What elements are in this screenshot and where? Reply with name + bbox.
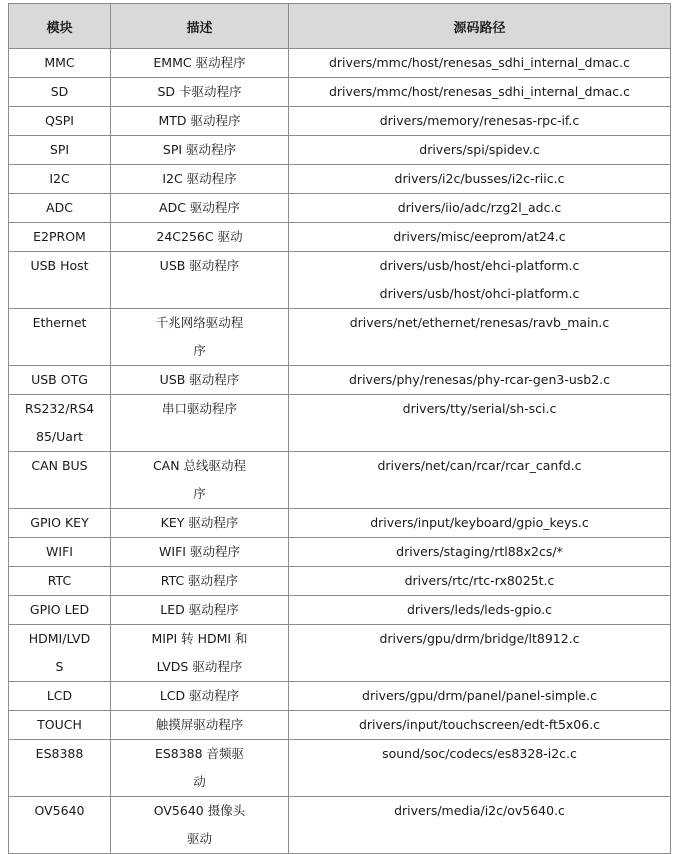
cell-desc-text: 24C256C 驱动: [156, 229, 243, 244]
cell-desc-text: I2C 驱动程序: [162, 171, 237, 186]
cell-desc: [111, 136, 289, 165]
cell-module-text: WIFI: [46, 544, 73, 559]
cell-path-text: drivers/gpu/drm/bridge/lt8912.c: [379, 631, 580, 646]
cell-module: [9, 740, 111, 797]
cell-path: [289, 78, 671, 107]
cell-module-text: S: [55, 659, 64, 674]
cell-module: [9, 366, 111, 395]
cell-desc-text: KEY 驱动程序: [160, 515, 239, 530]
cell-module: [9, 711, 111, 740]
cell-path-text: drivers/usb/host/ohci-platform.c: [379, 286, 580, 301]
cell-module-text: MMC: [44, 55, 75, 70]
cell-desc: [111, 740, 289, 797]
table-row: [9, 194, 671, 223]
cell-module-text: USB OTG: [31, 372, 88, 387]
cell-desc: [111, 194, 289, 223]
cell-path-text: drivers/i2c/busses/i2c-riic.c: [394, 171, 565, 186]
cell-desc-text: 动: [193, 774, 206, 789]
cell-module-text: HDMI/LVD: [28, 631, 91, 646]
cell-desc-text: 序: [193, 486, 206, 501]
cell-desc-text: SD 卡驱动程序: [157, 84, 242, 99]
cell-path-text: drivers/usb/host/ehci-platform.c: [379, 258, 580, 273]
table-row: [9, 49, 671, 78]
cell-module-text: QSPI: [45, 113, 74, 128]
cell-path-text: drivers/misc/eeprom/at24.c: [393, 229, 566, 244]
table-row: [9, 682, 671, 711]
cell-module-text: I2C: [49, 171, 70, 186]
cell-path: [289, 194, 671, 223]
cell-module: [9, 223, 111, 252]
cell-desc: [111, 309, 289, 366]
cell-module-text: USB Host: [30, 258, 89, 273]
cell-module-text: SPI: [49, 142, 70, 157]
cell-desc-text: USB 驱动程序: [159, 258, 240, 273]
cell-desc: [111, 452, 289, 509]
cell-desc-text: ES8388 音频驱: [154, 746, 245, 761]
cell-path-text: drivers/net/ethernet/renesas/ravb_main.c: [349, 315, 610, 330]
table-row: [9, 136, 671, 165]
table-row: [9, 366, 671, 395]
cell-module-text: ADC: [46, 200, 73, 215]
cell-desc: [111, 395, 289, 452]
cell-module-text: TOUCH: [37, 717, 82, 732]
cell-desc: [111, 49, 289, 78]
cell-path: [289, 625, 671, 682]
cell-module: [9, 165, 111, 194]
cell-path-text: drivers/input/keyboard/gpio_keys.c: [370, 515, 589, 530]
cell-desc-text: MTD 驱动程序: [158, 113, 241, 128]
cell-module: [9, 538, 111, 567]
cell-desc-text: LED 驱动程序: [160, 602, 239, 617]
cell-desc-text: ADC 驱动程序: [159, 200, 240, 215]
cell-path: [289, 509, 671, 538]
cell-desc-text: MIPI 转 HDMI 和: [151, 631, 248, 646]
table-row: [9, 309, 671, 366]
cell-path-text: drivers/gpu/drm/panel/panel-simple.c: [362, 688, 597, 703]
cell-desc: [111, 165, 289, 194]
table-row: [9, 625, 671, 682]
cell-module-text: GPIO KEY: [30, 515, 89, 530]
cell-module-text: E2PROM: [33, 229, 86, 244]
cell-path-text: drivers/input/touchscreen/edt-ft5x06.c: [358, 717, 601, 732]
cell-path-text: drivers/spi/spidev.c: [419, 142, 540, 157]
driver-source-table: [8, 3, 671, 854]
cell-desc: [111, 107, 289, 136]
header-module: 模块: [9, 4, 111, 49]
cell-desc-text: 串口驱动程序: [161, 401, 237, 416]
table-header-row: [9, 4, 671, 49]
table-row: [9, 452, 671, 509]
cell-path-text: drivers/media/i2c/ov5640.c: [394, 803, 565, 818]
cell-module-text: ES8388: [35, 746, 84, 761]
cell-module: [9, 682, 111, 711]
cell-path: [289, 596, 671, 625]
cell-module-text: LCD: [46, 688, 73, 703]
table-row: [9, 740, 671, 797]
cell-desc-text: 触摸屏驱动程序: [155, 717, 244, 732]
table-row: [9, 538, 671, 567]
cell-desc-text: 序: [193, 343, 206, 358]
cell-module-text: 85/Uart: [36, 429, 83, 444]
cell-module-text: GPIO LED: [29, 602, 90, 617]
table-row: [9, 252, 671, 309]
cell-path: [289, 797, 671, 854]
cell-module-text: Ethernet: [32, 315, 87, 330]
cell-module: [9, 107, 111, 136]
cell-desc-text: 驱动: [186, 831, 212, 846]
table-row: [9, 395, 671, 452]
table-row: [9, 107, 671, 136]
table-row: [9, 567, 671, 596]
cell-path: [289, 711, 671, 740]
cell-path-text: drivers/staging/rtl88x2cs/*: [396, 544, 563, 559]
cell-desc-text: 千兆网络驱动程: [155, 315, 244, 330]
table-row: [9, 223, 671, 252]
cell-desc: [111, 366, 289, 395]
table-row: [9, 596, 671, 625]
table-row: [9, 78, 671, 107]
cell-desc: [111, 625, 289, 682]
cell-path-text: drivers/phy/renesas/phy-rcar-gen3-usb2.c: [349, 372, 610, 387]
cell-module: [9, 395, 111, 452]
cell-module: [9, 452, 111, 509]
cell-path: [289, 395, 671, 452]
cell-module: [9, 194, 111, 223]
table-row: [9, 711, 671, 740]
table-row: [9, 165, 671, 194]
cell-path: [289, 366, 671, 395]
cell-desc: [111, 538, 289, 567]
table-row: [9, 797, 671, 854]
cell-path-text: drivers/leds/leds-gpio.c: [406, 602, 553, 617]
cell-desc: [111, 223, 289, 252]
cell-module: [9, 309, 111, 366]
cell-module: [9, 509, 111, 538]
cell-path: [289, 452, 671, 509]
cell-module: [9, 596, 111, 625]
cell-module: [9, 78, 111, 107]
cell-path: [289, 49, 671, 78]
cell-desc: [111, 711, 289, 740]
cell-desc-text: LCD 驱动程序: [159, 688, 240, 703]
cell-path-text: sound/soc/codecs/es8328-i2c.c: [382, 746, 577, 761]
cell-path: [289, 107, 671, 136]
cell-desc-text: RTC 驱动程序: [160, 573, 239, 588]
cell-module: [9, 625, 111, 682]
cell-desc: [111, 682, 289, 711]
cell-path-text: drivers/net/can/rcar/rcar_canfd.c: [377, 458, 582, 473]
cell-module-text: RTC: [47, 573, 72, 588]
cell-path: [289, 309, 671, 366]
cell-desc-text: EMMC 驱动程序: [153, 55, 246, 70]
cell-desc: [111, 252, 289, 309]
cell-module: [9, 49, 111, 78]
cell-desc: [111, 797, 289, 854]
cell-desc-text: SPI 驱动程序: [162, 142, 237, 157]
cell-path: [289, 252, 671, 309]
cell-module-text: CAN BUS: [31, 458, 88, 473]
cell-path-text: drivers/tty/serial/sh-sci.c: [402, 401, 557, 416]
cell-module: [9, 797, 111, 854]
cell-desc: [111, 509, 289, 538]
cell-path-text: drivers/iio/adc/rzg2l_adc.c: [397, 200, 562, 215]
cell-module: [9, 567, 111, 596]
cell-path: [289, 136, 671, 165]
cell-module-text: SD: [50, 84, 69, 99]
cell-module-text: OV5640: [34, 803, 85, 818]
header-description: 描述: [111, 4, 289, 49]
cell-desc-text: LVDS 驱动程序: [156, 659, 243, 674]
cell-desc-text: OV5640 摄像头: [153, 803, 246, 818]
cell-module-text: RS232/RS4: [24, 401, 95, 416]
cell-path: [289, 223, 671, 252]
cell-path: [289, 538, 671, 567]
cell-path: [289, 682, 671, 711]
cell-path-text: drivers/rtc/rtc-rx8025t.c: [404, 573, 555, 588]
cell-desc: [111, 78, 289, 107]
cell-path-text: drivers/memory/renesas-rpc-if.c: [379, 113, 580, 128]
cell-path-text: drivers/mmc/host/renesas_sdhi_internal_dmac.c: [328, 55, 631, 70]
cell-module: [9, 136, 111, 165]
cell-desc-text: CAN 总线驱动程: [152, 458, 247, 473]
header-source-path: 源码路径: [289, 4, 671, 49]
cell-path: [289, 567, 671, 596]
table-row: [9, 509, 671, 538]
cell-desc: [111, 596, 289, 625]
cell-desc-text: WIFI 驱动程序: [159, 544, 240, 559]
cell-path: [289, 740, 671, 797]
cell-path-text: drivers/mmc/host/renesas_sdhi_internal_dmac.c: [328, 84, 631, 99]
cell-module: [9, 252, 111, 309]
cell-path: [289, 165, 671, 194]
cell-desc: [111, 567, 289, 596]
table-body: [9, 49, 671, 854]
cell-desc-text: USB 驱动程序: [159, 372, 240, 387]
